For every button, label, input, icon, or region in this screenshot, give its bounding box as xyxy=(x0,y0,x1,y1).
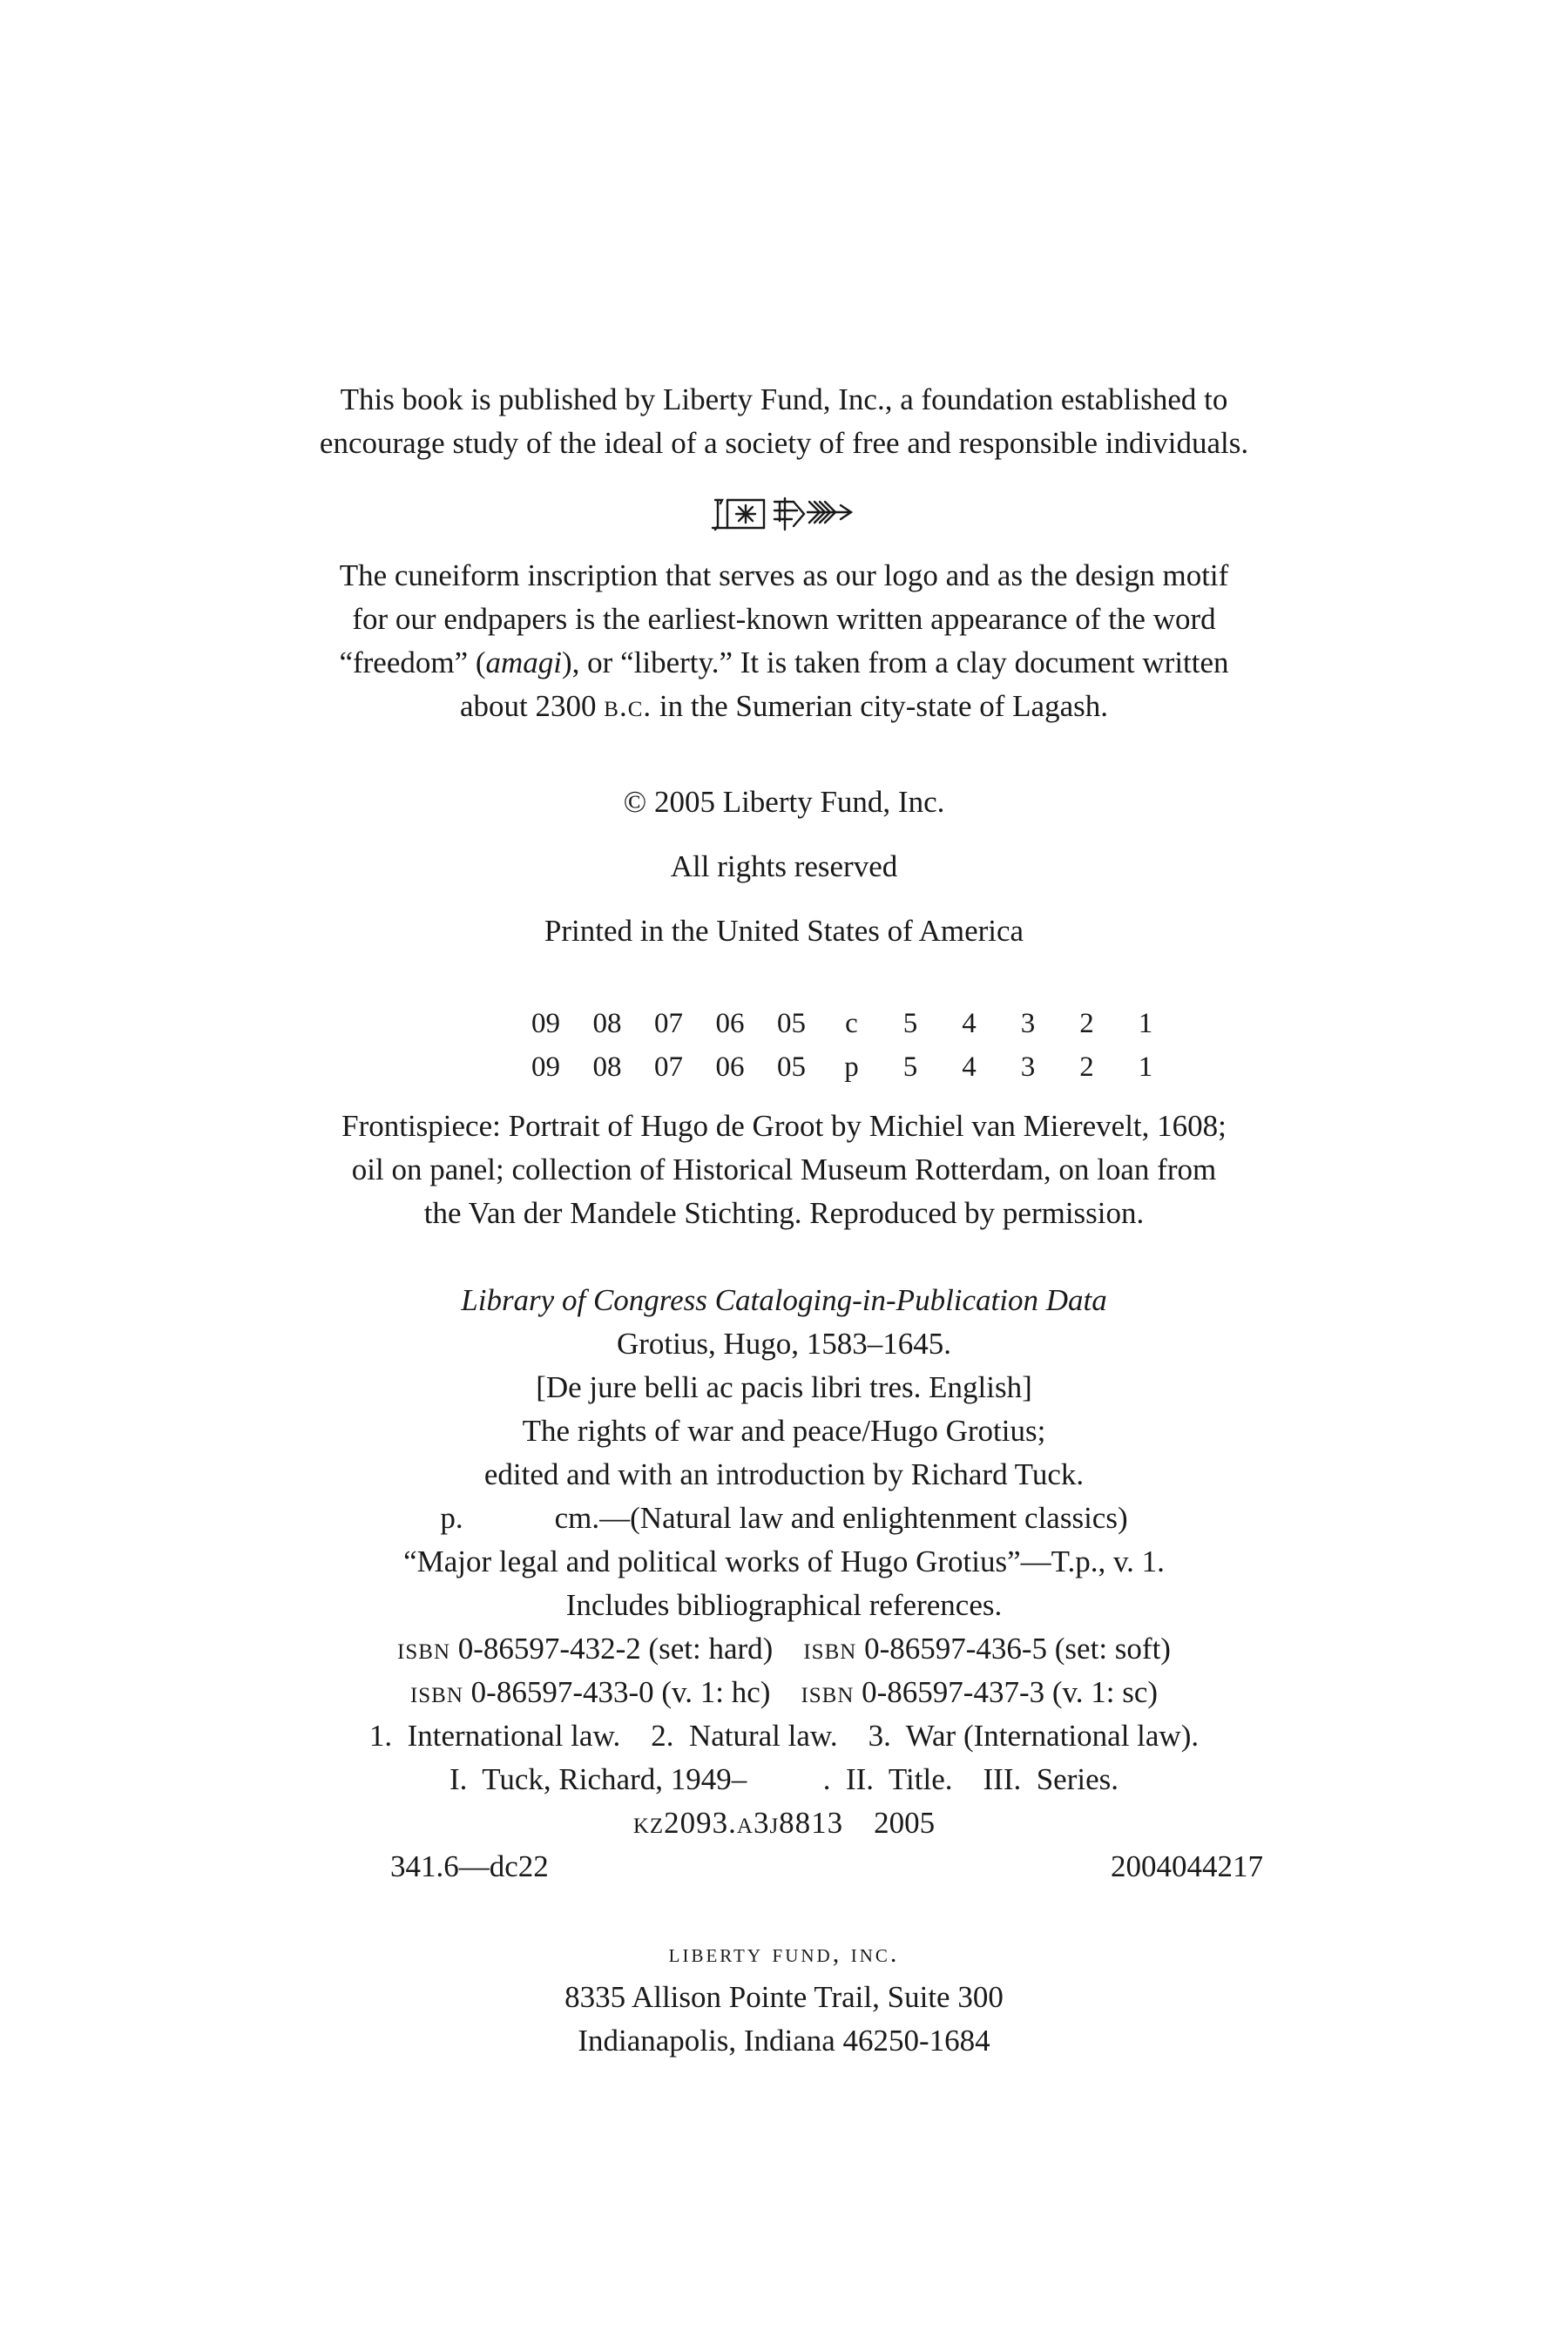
frontispiece-line: Frontispiece: Portrait of Hugo de Groot by Michiel van Mierevelt, 1608; xyxy=(341,1109,1227,1143)
printing-number: c xyxy=(845,1008,858,1039)
printing-number: 5 xyxy=(902,1008,918,1039)
printing-number: 08 xyxy=(592,1051,622,1083)
publisher-city: Indianapolis, Indiana 46250-1684 xyxy=(578,2024,990,2058)
isbn-value: 0-86597-432-2 (set: hard) xyxy=(450,1632,804,1666)
cip-lc-call-number xyxy=(0,1801,1568,1845)
printing-number: 5 xyxy=(902,1051,918,1083)
printing-line-softcover xyxy=(531,1045,1159,1089)
printing-number: 3 xyxy=(1020,1008,1036,1039)
isbn-value: 0-86597-437-3 (v. 1: sc) xyxy=(854,1675,1159,1709)
cip-uniform-title: [De jure belli ac pacis libri tres. English] xyxy=(536,1370,1032,1404)
printing-number: 05 xyxy=(777,1008,806,1039)
cip-isbn-line xyxy=(0,1671,1568,1714)
cip-title: The rights of war and peace/Hugo Grotius; xyxy=(522,1414,1046,1448)
cip-note: Includes bibliographical references. xyxy=(565,1588,1003,1622)
lc-year: 2005 xyxy=(874,1806,936,1840)
copyright-notice: © 2005 Liberty Fund, Inc. xyxy=(623,785,945,819)
publisher-address xyxy=(0,1932,1568,2063)
cip-heading: Library of Congress Cataloging-in-Publication Data xyxy=(461,1283,1107,1317)
printing-number: 06 xyxy=(715,1051,745,1083)
publisher-street: 8335 Allison Pointe Trail, Suite 300 xyxy=(564,1980,1004,2014)
isbn-label: isbn xyxy=(409,1675,463,1709)
printing-number: 09 xyxy=(531,1008,560,1039)
cip-editor: edited and with an introduction by Richard Tuck. xyxy=(483,1457,1085,1491)
cip-author: Grotius, Hugo, 1583–1645. xyxy=(616,1327,952,1361)
printing-number: 05 xyxy=(777,1051,806,1083)
text-run: “freedom” ( xyxy=(339,645,486,679)
isbn-label: isbn xyxy=(803,1632,857,1666)
cuneiform-logo-icon xyxy=(710,495,858,533)
amagi-term: amagi xyxy=(485,645,563,679)
cip-classification-row xyxy=(390,1845,1263,1889)
lc-class: kz2093.a3j8813 xyxy=(632,1806,844,1840)
logo-explanation-line xyxy=(0,641,1568,685)
cip-subjects: 1. International law. 2. Natural law. 3. War (International law). xyxy=(368,1719,1200,1753)
cip-added-entries: I. Tuck, Richard, 1949– . II. Title. III. Series. xyxy=(449,1762,1119,1796)
printed-in-notice: Printed in the United States of America xyxy=(544,914,1024,948)
printing-number: 2 xyxy=(1079,1008,1094,1039)
publisher-name: liberty fund, inc. xyxy=(668,1939,900,1968)
frontispiece-credit xyxy=(0,1105,1568,1235)
isbn-label: isbn xyxy=(801,1675,855,1709)
printing-number: 4 xyxy=(962,1051,977,1083)
logo-explanation-line: for our endpapers is the earliest-known written appearance of the word xyxy=(352,602,1216,636)
printing-number: 1 xyxy=(1138,1051,1153,1083)
text-run: ), or “liberty.” It is taken from a clay document written xyxy=(562,645,1229,679)
text-run: in the Sumerian city-state of Lagash. xyxy=(652,689,1108,723)
printing-number: 07 xyxy=(654,1051,683,1083)
logo xyxy=(0,495,1568,537)
cip-isbn-line xyxy=(0,1627,1568,1671)
cip-record xyxy=(0,1322,1568,1845)
frontispiece-line: the Van der Mandele Stichting. Reproduced by permission. xyxy=(423,1196,1145,1230)
logo-explanation-line xyxy=(0,685,1568,728)
publisher-statement xyxy=(0,378,1568,465)
isbn-value: 0-86597-433-0 (v. 1: hc) xyxy=(463,1675,801,1709)
logo-explanation-line: The cuneiform inscription that serves as our logo and as the design motif xyxy=(339,558,1229,592)
printing-number: 09 xyxy=(531,1051,560,1083)
frontispiece-line: oil on panel; collection of Historical Museum Rotterdam, on loan from xyxy=(351,1152,1217,1186)
publisher-statement-line: This book is published by Liberty Fund, Inc., a foundation established to xyxy=(340,382,1228,416)
lccn: 2004044217 xyxy=(1111,1849,1263,1883)
cip-physical: p. cm.—(Natural law and enlightenment classics) xyxy=(440,1501,1128,1535)
printing-number: p xyxy=(844,1051,859,1083)
printing-number: 3 xyxy=(1020,1051,1036,1083)
cip-note: “Major legal and political works of Hugo Grotius”—T.p., v. 1. xyxy=(403,1544,1165,1578)
bc-abbreviation: b.c. xyxy=(604,689,652,723)
text-run: about 2300 xyxy=(460,689,605,723)
printing-number: 07 xyxy=(654,1008,683,1039)
isbn-label: isbn xyxy=(397,1632,451,1666)
publisher-statement-line: encourage study of the ideal of a society of free and responsible individuals. xyxy=(319,426,1249,460)
logo-explanation xyxy=(0,554,1568,728)
printing-line-hardcover xyxy=(531,1002,1159,1045)
printing-number: 06 xyxy=(715,1008,745,1039)
dewey-number: 341.6—dc22 xyxy=(390,1849,549,1883)
printing-number: 2 xyxy=(1079,1051,1094,1083)
printing-number: 4 xyxy=(962,1008,977,1039)
rights-notice: All rights reserved xyxy=(670,849,898,883)
printing-number: 1 xyxy=(1138,1008,1153,1039)
printing-number: 08 xyxy=(592,1008,622,1039)
isbn-value: 0-86597-436-5 (set: soft) xyxy=(856,1632,1171,1666)
